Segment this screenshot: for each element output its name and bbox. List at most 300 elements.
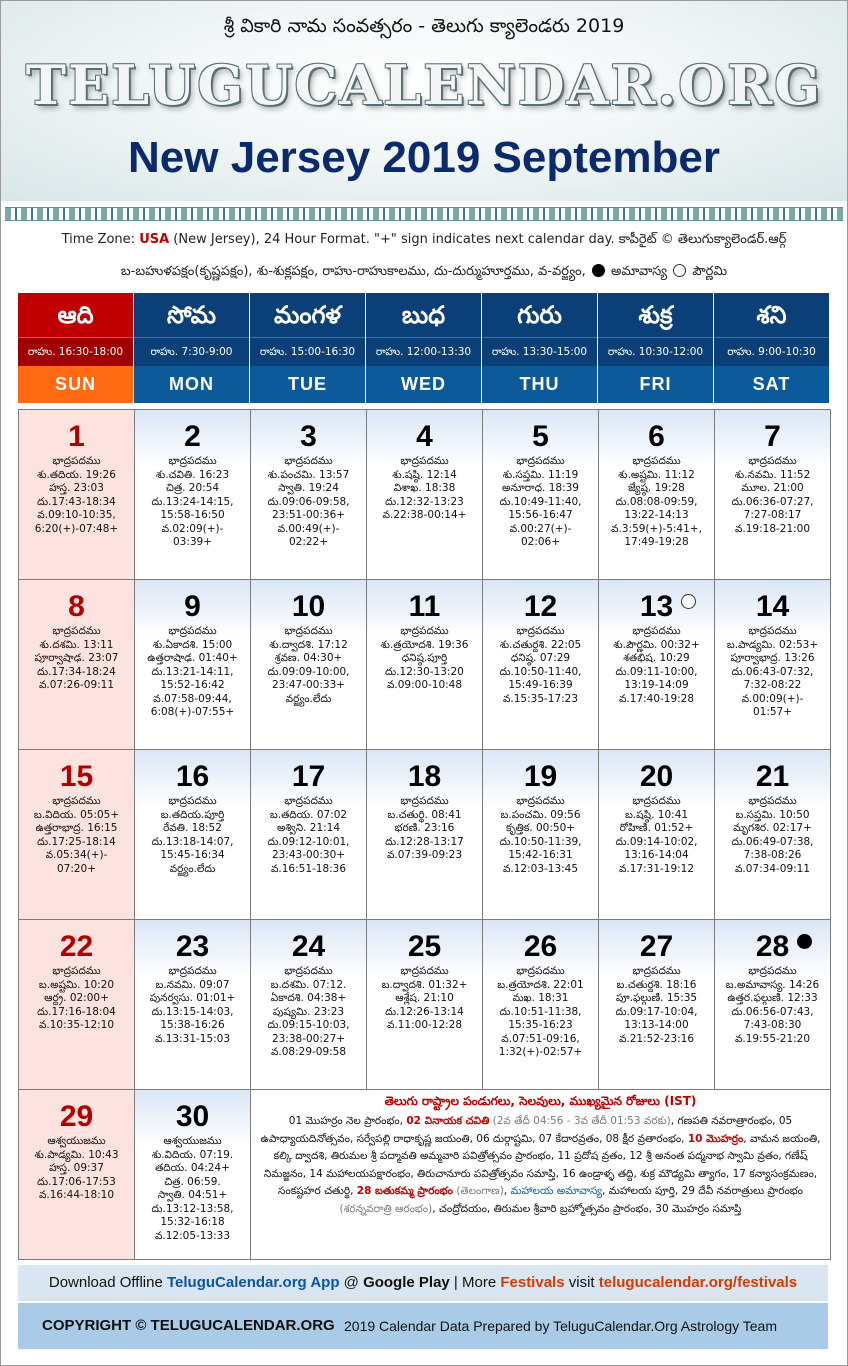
panchang-line: వ.17:31-19:12 xyxy=(618,862,695,875)
panchang-details xyxy=(135,965,250,1046)
panchang-line: దు.09:11-10:00, xyxy=(615,665,698,678)
panchang-line: చిత్ర. 06:59. xyxy=(164,1175,221,1188)
panchang-line: మఖ. 18:31 xyxy=(512,992,569,1004)
weekday-telugu: సోమ xyxy=(134,293,249,337)
panchang-line: దు.10:50-11:39, xyxy=(499,835,582,848)
legend-new-moon: అమావాస్య xyxy=(611,264,668,279)
panchang-line: 7:43-08:30 xyxy=(743,1019,802,1031)
weekday-tue xyxy=(250,293,365,402)
panchang-line: భాద్రపదము xyxy=(748,965,797,977)
weekday-rahu: రాహు. 16:30-18:00 xyxy=(18,337,133,366)
panchang-line: శు.తదియ. 19:26 xyxy=(37,468,116,481)
panchang-details xyxy=(367,625,482,693)
panchang-line: దు.09:09-10:00, xyxy=(267,665,350,678)
panchang-line: 23:38-00:27+ xyxy=(271,1032,346,1045)
panchang-details xyxy=(251,625,366,706)
panchang-line: దు.09:06-09:58, xyxy=(267,495,350,508)
panchang-line: వ.16:51-18:36 xyxy=(270,862,347,875)
panchang-details xyxy=(251,795,366,876)
weekday-english: SAT xyxy=(714,366,829,403)
festival-text: , వామన జయంతి, కల్కి ద్వాదశి, తిరుమల శ్రీ పద్మావతి అమ్మవారి పవిత్రోత్సవం ప్రారంభం, 11 ప్రదోష వ్రతం, 12 శ్రీ అనంత పద్మనాభ స్వామి వ్రతం, గణేష్ నిమజ్జనం, 14 మహాలయపక్షారంభం, తిరుచానూరు పవిత్రోత్సవం సమాప్తి, 16 ఉండ్రాళ్ళ తద్ది, శుక్ర మౌఢ్యమి త్యాగం, 17 కన్యాసంక్రమణం, సంకష్టహర చతుర్థి, xyxy=(263,1132,821,1197)
panchang-line: వ.22:38-00:14+ xyxy=(382,509,467,521)
panchang-line: కృత్తిక. 00:50+ xyxy=(505,822,576,834)
weekday-english: THU xyxy=(482,366,597,403)
panchang-line: భాద్రపదము xyxy=(168,455,217,467)
panchang-line: 15:56-16:47 xyxy=(508,509,573,521)
panchang-line: శు.ఏకాదశి. 15:00 xyxy=(152,638,233,651)
weekday-telugu: బుధ xyxy=(366,293,481,337)
panchang-details xyxy=(251,455,366,550)
panchang-details xyxy=(715,965,830,1046)
day-number: 3 xyxy=(300,420,317,453)
panchang-details xyxy=(367,965,482,1033)
panchang-line: వ.09:00-10:48 xyxy=(386,679,463,691)
weekday-header xyxy=(18,293,828,402)
panchang-line: ధనిష్ఠ. 07:29 xyxy=(510,652,571,664)
panchang-line: వ.11:00-12:28 xyxy=(386,1019,463,1031)
panchang-line: 15:45-16:34 xyxy=(160,849,225,861)
panchang-line: 15:42-16:31 xyxy=(508,849,573,861)
weekday-english: SUN xyxy=(18,366,133,403)
weekday-english: MON xyxy=(134,366,249,403)
panchang-line: దు.13:15-14:03, xyxy=(151,1005,234,1018)
day-cell[interactable] xyxy=(18,579,135,750)
panchang-line: శు.సప్తమి. 11:19 xyxy=(502,468,579,481)
weekday-telugu: శుక్ర xyxy=(598,293,713,337)
panchang-line: జ్యేష్ఠ. 19:28 xyxy=(628,482,685,494)
day-number: 29 xyxy=(59,1100,94,1133)
panchang-line: దు.10:49-11:40, xyxy=(499,495,582,508)
panchang-line: శతభిష. 10:29 xyxy=(623,652,690,664)
page-title: New Jersey 2019 September xyxy=(128,133,720,182)
panchang-line: దు.17:16-18:04 xyxy=(37,1005,116,1018)
panchang-line: 15:52-16:42 xyxy=(160,679,225,691)
weekday-telugu: శని xyxy=(714,293,829,337)
panchang-line: శ్రవణ. 04:30+ xyxy=(274,652,343,664)
panchang-line: వ.05:34(+)- xyxy=(45,849,108,861)
weekday-english: TUE xyxy=(250,366,365,403)
day-number: 2 xyxy=(184,420,201,453)
abbreviation-legend xyxy=(1,264,847,282)
panchang-line: భాద్రపదము xyxy=(632,455,681,467)
panchang-line: భాద్రపదము xyxy=(284,965,333,977)
panchang-line: శు.అష్టమి. 11:12 xyxy=(618,468,695,481)
panchang-line: బ.పాడ్యమి. 02:53+ xyxy=(726,638,819,651)
day-cell[interactable] xyxy=(250,579,367,750)
festival-list xyxy=(257,1113,824,1218)
panchang-details xyxy=(251,965,366,1060)
day-number: 9 xyxy=(184,590,201,623)
day-number: 7 xyxy=(764,420,781,453)
weekday-mon xyxy=(134,293,249,402)
day-number: 17 xyxy=(291,760,326,793)
panchang-details xyxy=(19,455,134,536)
panchang-details xyxy=(715,625,830,720)
panchang-line: భాద్రపదము xyxy=(284,455,333,467)
panchang-line: శు.త్రయోదశి. 19:36 xyxy=(380,638,469,651)
panchang-line: ఆశ్లేష. 21:10 xyxy=(395,992,454,1004)
panchang-line: పూర్వాషాఢ. 23:07 xyxy=(34,652,119,664)
panchang-line: స్వాతి. 19:24 xyxy=(278,482,339,494)
festival-highlight: 10 మొహర్రం xyxy=(687,1132,744,1145)
day-cell[interactable] xyxy=(18,749,135,920)
weekday-sat xyxy=(714,293,829,402)
panchang-line: బ.నవమి. 09:07 xyxy=(155,978,230,991)
day-number: 18 xyxy=(407,760,442,793)
panchang-line: వ.08:29-09:58 xyxy=(270,1046,347,1058)
panchang-line: వ.00:27(+)- xyxy=(509,522,572,535)
panchang-line: వ.07:58-09:44, xyxy=(153,692,232,705)
panchang-line: బ.అష్టమి. 10:20 xyxy=(38,978,115,991)
panchang-line: ఏకాదశి. 04:38+ xyxy=(270,992,347,1004)
panchang-line: శు.విదియ. 07:19. xyxy=(151,1148,234,1161)
panchang-line: దు.06:56-07:43, xyxy=(731,1005,814,1018)
panchang-line: దు.13:18-14:07, xyxy=(151,835,234,848)
panchang-line: విశాఖ. 18:38 xyxy=(393,482,456,494)
panchang-details xyxy=(19,965,134,1033)
day-number: 15 xyxy=(59,760,94,793)
panchang-line: రేవతి. 18:52 xyxy=(163,822,222,834)
panchang-line: భాద్రపదము xyxy=(400,455,449,467)
panchang-line: 07:20+ xyxy=(56,862,97,875)
day-number: 10 xyxy=(291,590,326,623)
panchang-line: 13:22-14:13 xyxy=(624,509,689,521)
panchang-line: వర్జ్యం.లేదు xyxy=(285,692,332,705)
day-cell[interactable] xyxy=(482,579,599,750)
panchang-line: వ.07:26-09:11 xyxy=(38,679,115,691)
panchang-details xyxy=(135,625,250,720)
day-number: 26 xyxy=(523,930,558,963)
weekday-rahu: రాహు. 7:30-9:00 xyxy=(134,337,249,366)
legend-full-moon: పౌర్ణమి xyxy=(692,264,728,279)
panchang-line: చిత్ర. 20:54 xyxy=(165,482,220,494)
festival-note: (2వ తేదీ 04:56 - 3వ తేదీ 01:53 వరకు) xyxy=(489,1115,671,1127)
panchang-line: 23:47-00:33+ xyxy=(271,679,346,691)
copyright-text: COPYRIGHT © TELUGUCALENDAR.ORG xyxy=(42,1317,335,1334)
panchang-line: భాద్రపదము xyxy=(516,625,565,637)
day-cell[interactable] xyxy=(18,1089,135,1260)
panchang-line: వ.17:40-19:28 xyxy=(618,692,695,705)
panchang-line: భాద్రపదము xyxy=(284,795,333,807)
download-text: Download Offline xyxy=(48,1274,167,1291)
day-number: 27 xyxy=(639,930,674,963)
day-cell[interactable] xyxy=(250,919,367,1090)
panchang-line: ఆర్ద్ర. 02:00+ xyxy=(44,992,109,1004)
day-number: 13 xyxy=(639,590,674,623)
panchang-line: మృగశిర. 02:17+ xyxy=(733,822,812,834)
panchang-line: దు.12:26-13:14 xyxy=(385,1005,464,1018)
weekday-rahu: రాహు. 15:00-16:30 xyxy=(250,337,365,366)
day-cell[interactable] xyxy=(714,919,831,1090)
panchang-line: దు.10:50-11:40, xyxy=(499,665,582,678)
panchang-details xyxy=(599,625,714,706)
day-number: 23 xyxy=(175,930,210,963)
panchang-line: దు.13:24-14:15, xyxy=(151,495,234,508)
legend-text: బ-బహుళపక్షం(కృష్ణపక్షం), శు-శుక్లపక్షం, రాహు-రాహుకాలము, దు-దుర్ముహూర్తము, వ-వర్జ్యం, xyxy=(120,264,586,279)
day-cell[interactable] xyxy=(134,919,251,1090)
panchang-line: పూ.ఫల్గుణి. 15:35 xyxy=(615,992,698,1004)
panchang-line: 7:32-08:22 xyxy=(743,679,802,691)
panchang-line: భాద్రపదము xyxy=(284,625,333,637)
panchang-line: బ.సప్తమి. 10:50 xyxy=(735,808,810,821)
panchang-line: భాద్రపదము xyxy=(748,795,797,807)
day-number: 4 xyxy=(416,420,433,453)
panchang-line: వ.19:18-21:00 xyxy=(734,522,811,535)
day-number: 14 xyxy=(755,590,790,623)
header-banner xyxy=(1,1,847,201)
panchang-line: 13:19-14:09 xyxy=(624,679,689,691)
panchang-line: వ.13:31-15:03 xyxy=(154,1032,231,1045)
panchang-line: బ.ద్వాదశి. 01:32+ xyxy=(381,978,468,991)
festival-text: , చంద్రోదయం, తిరుమల శ్రీవారి బ్రహ్మోత్సవం ప్రారంభం, 30 మొహర్రం సమాప్తి xyxy=(432,1202,742,1215)
download-banner xyxy=(18,1265,828,1301)
google-play-link[interactable]: Google Play xyxy=(363,1274,450,1291)
panchang-details xyxy=(483,795,598,876)
weekday-rahu: రాహు. 9:00-10:30 xyxy=(714,337,829,366)
panchang-line: భాద్రపదము xyxy=(52,455,101,467)
panchang-line: వర్జ్యం.లేదు xyxy=(169,862,216,875)
panchang-line: 02:22+ xyxy=(288,536,329,548)
panchang-line: దు.13:21-14:11, xyxy=(151,665,234,678)
panchang-line: శు.నవమి. 11:52 xyxy=(734,468,811,481)
panchang-line: ధనిష్ఠ.పూర్తి xyxy=(401,652,448,664)
day-cell[interactable] xyxy=(366,749,483,920)
day-cell[interactable] xyxy=(134,579,251,750)
panchang-line: 17:49-19:28 xyxy=(624,536,689,548)
day-number: 8 xyxy=(68,590,85,623)
panchang-line: బ.అమావాస్య. 14:26 xyxy=(725,978,820,991)
festival-text: , గణపతి నవరాత్రారంభం, 05 ఉపాధ్యాయదినోత్సవం, సర్వేపల్లి రాధాకృష్ణ జయంతి, 06 దుర్గాష్టమి, 07 కేదారవ్రతం, 08 క్షీర వ్రతారంభం, xyxy=(260,1115,793,1145)
weekday-telugu: మంగళ xyxy=(250,293,365,337)
panchang-line: శు.పంచమి. 13:57 xyxy=(267,468,350,481)
panchang-line: బ.షష్ఠి. 10:41 xyxy=(624,808,689,821)
day-cell[interactable] xyxy=(134,409,251,580)
panchang-details xyxy=(19,625,134,693)
weekday-telugu: గురు xyxy=(482,293,597,337)
festival-highlight: మహాలయ అమావాస్య xyxy=(510,1185,603,1197)
panchang-line: పుష్యమి. 23:23 xyxy=(272,1005,345,1018)
panchang-line: భాద్రపదము xyxy=(516,795,565,807)
day-cell[interactable] xyxy=(714,579,831,750)
panchang-line: బ.దశమి. 07:12. xyxy=(270,978,347,991)
panchang-line: వ.00:49(+)- xyxy=(277,522,340,535)
tz-country: USA xyxy=(139,232,170,247)
panchang-details xyxy=(19,795,134,876)
panchang-line: వ.21:52-23:16 xyxy=(618,1032,695,1045)
day-number: 11 xyxy=(408,590,441,623)
panchang-line: భరణి. 23:16 xyxy=(394,822,455,834)
panchang-line: 13:16-14:04 xyxy=(624,849,689,861)
panchang-line: బ.త్రయోదశి. 22:01 xyxy=(497,978,584,991)
panchang-line: వ.15:35-17:23 xyxy=(502,692,579,705)
day-cell[interactable] xyxy=(366,919,483,1090)
day-cell[interactable] xyxy=(482,919,599,1090)
panchang-line: రోహిణి. 01:52+ xyxy=(619,822,694,834)
panchang-line: హస్త. 09:37 xyxy=(49,1162,104,1174)
panchang-line: బ.పంచమి. 09:56 xyxy=(500,808,581,821)
panchang-details xyxy=(135,455,250,550)
festival-panel xyxy=(250,1089,831,1260)
day-number: 20 xyxy=(639,760,674,793)
panchang-details xyxy=(483,625,598,706)
panchang-line: ఉత్తరాభాద్ర. 16:15 xyxy=(35,822,118,834)
panchang-line: భాద్రపదము xyxy=(632,795,681,807)
panchang-details xyxy=(483,965,598,1060)
panchang-details xyxy=(599,795,714,876)
panchang-line: పునర్వసు. 01:01+ xyxy=(149,992,236,1004)
panchang-line: మూల. 21:00 xyxy=(741,482,804,494)
panchang-line: 7:38-08:26 xyxy=(743,849,802,861)
panchang-line: వ.02:09(+)- xyxy=(161,522,224,535)
panchang-line: హస్త. 23:03 xyxy=(49,482,104,494)
festival-highlight: 28 బతుకమ్మ ప్రారంభం xyxy=(356,1185,453,1197)
day-cell[interactable] xyxy=(366,579,483,750)
panchang-line: వ.10:35-12:10 xyxy=(38,1019,115,1031)
panchang-line: వ.07:34-09:11 xyxy=(734,862,811,875)
day-number: 19 xyxy=(523,760,558,793)
panchang-line: దు.06:49-07:38, xyxy=(731,835,814,848)
weekday-english: FRI xyxy=(598,366,713,403)
panchang-line: భాద్రపదము xyxy=(632,965,681,977)
panchang-line: 6:08(+)-07:55+ xyxy=(150,706,235,718)
day-number: 16 xyxy=(175,760,210,793)
panchang-line: 15:49-16:39 xyxy=(508,679,573,691)
day-cell[interactable] xyxy=(714,749,831,920)
panchang-line: తదియ. 04:24+ xyxy=(155,1162,230,1174)
panchang-line: 23:51-00:36+ xyxy=(271,509,346,521)
panchang-line: వ.16:44-18:10 xyxy=(38,1189,115,1201)
panchang-line: వ.09:10-10:35, xyxy=(37,509,116,521)
day-cell[interactable] xyxy=(18,409,135,580)
panchang-line: 13:13-14:00 xyxy=(624,1019,689,1031)
panchang-line: దు.09:17-10:04, xyxy=(615,1005,698,1018)
panchang-details xyxy=(135,795,250,876)
weekday-thu xyxy=(482,293,597,402)
festival-note: (శరన్నవరాత్రి ఆరంభం) xyxy=(339,1202,433,1215)
day-cell[interactable] xyxy=(598,409,715,580)
prepared-by-text: 2019 Calendar Data Prepared by TeluguCalendar.Org Astrology Team xyxy=(344,1318,777,1334)
panchang-line: వ.07:39-09:23 xyxy=(386,849,463,861)
panchang-line: 15:32-16:18 xyxy=(160,1216,225,1228)
panchang-line: బ.విదియ. 05:05+ xyxy=(33,808,120,821)
panchang-line: దు.10:51-11:38, xyxy=(499,1005,582,1018)
panchang-line: వ.00:09(+)- xyxy=(741,692,804,705)
samvatsaram-title: శ్రీ వికారి నామ సంవత్సరం - తెలుగు క్యాలెండరు 2019 xyxy=(223,15,625,37)
app-link[interactable]: TeluguCalendar.org App xyxy=(166,1274,340,1291)
panchang-line: ఆశ్వయుజము xyxy=(47,1135,106,1147)
day-cell[interactable] xyxy=(134,749,251,920)
panchang-details xyxy=(483,455,598,550)
festival-text: 01 మొహర్రం నెల ప్రారంభం, xyxy=(288,1115,407,1127)
festivals-link[interactable]: Festivals xyxy=(500,1274,565,1291)
copyright-bar xyxy=(18,1303,828,1349)
panchang-details xyxy=(19,1135,134,1203)
weekday-sun xyxy=(18,293,133,402)
day-number: 30 xyxy=(175,1100,210,1133)
panchang-line: దు.09:12-10:01, xyxy=(267,835,350,848)
panchang-line: దు.17:43-18:34 xyxy=(37,495,116,508)
weekday-english: WED xyxy=(366,366,481,403)
festival-text: , xyxy=(503,1185,511,1197)
new-moon-icon xyxy=(797,934,812,949)
panchang-details xyxy=(715,795,830,876)
day-cell[interactable] xyxy=(250,749,367,920)
new-moon-icon xyxy=(592,264,605,277)
day-cell[interactable] xyxy=(134,1089,251,1260)
tz-prefix: Time Zone: xyxy=(61,232,140,247)
festivals-url-link[interactable]: telugucalendar.org/festivals xyxy=(598,1274,798,1291)
weekday-rahu: రాహు. 13:30-15:00 xyxy=(482,337,597,366)
panchang-line: శు.పాడ్యమి. 10:43 xyxy=(34,1148,119,1161)
day-number: 22 xyxy=(59,930,94,963)
panchang-line: 23:43-00:30+ xyxy=(271,849,346,861)
panchang-line: బ.చతుర్దశి. 18:16 xyxy=(616,978,697,991)
panchang-details xyxy=(135,1135,250,1243)
panchang-line: వ.07:51-09:16, xyxy=(501,1032,580,1045)
panchang-line: దు.17:06-17:53 xyxy=(37,1175,116,1188)
site-logo[interactable]: TELUGUCALENDAR.ORG xyxy=(25,53,823,117)
panchang-line: శు.చవితి. 16:23 xyxy=(155,468,230,481)
panchang-line: 15:38-16:26 xyxy=(160,1019,225,1031)
panchang-line: శు.దశమి. 13:11 xyxy=(39,638,114,651)
panchang-line: 15:35-16:23 xyxy=(508,1019,573,1031)
day-cell[interactable] xyxy=(482,409,599,580)
panchang-line: 02:06+ xyxy=(520,536,561,548)
full-moon-icon xyxy=(681,594,696,609)
panchang-line: ఆశ్వయుజము xyxy=(163,1135,222,1147)
decorative-border xyxy=(5,207,843,221)
day-cell[interactable] xyxy=(482,749,599,920)
day-cell[interactable] xyxy=(366,409,483,580)
panchang-line: అశ్విని. 21:14 xyxy=(276,822,341,834)
day-cell[interactable] xyxy=(18,919,135,1090)
panchang-line: వ.19:55-21:20 xyxy=(734,1032,811,1045)
panchang-details xyxy=(599,965,714,1046)
day-number: 6 xyxy=(648,420,665,453)
panchang-line: పూర్వాభాద్ర. 13:26 xyxy=(730,652,815,664)
panchang-line: దు.17:34-18:24 xyxy=(37,665,116,678)
panchang-line: వ.12:03-13:45 xyxy=(502,862,579,875)
timezone-note xyxy=(1,232,847,250)
panchang-line: బ.తదియ.పూర్తి xyxy=(160,808,225,821)
day-cell[interactable] xyxy=(250,409,367,580)
day-cell[interactable] xyxy=(598,919,715,1090)
panchang-line: ఉత్తరాషాఢ. 01:40+ xyxy=(147,652,238,664)
day-number: 1 xyxy=(68,420,85,453)
day-number: 5 xyxy=(532,420,549,453)
panchang-line: దు.12:30-13:20 xyxy=(385,665,464,678)
panchang-line: భాద్రపదము xyxy=(516,455,565,467)
panchang-line: 03:39+ xyxy=(172,536,213,548)
panchang-line: శు.ద్వాదశి. 17:12 xyxy=(269,638,348,651)
day-cell[interactable] xyxy=(598,749,715,920)
festival-text: , మహాలయ పూర్తి, 29 దేవీ నవరాత్రులు ప్రారంభం xyxy=(602,1185,803,1197)
panchang-line: 1:32(+)-02:57+ xyxy=(498,1046,583,1058)
panchang-line: స్వాతి. 04:51+ xyxy=(157,1189,228,1201)
festival-title: తెలుగు రాష్ట్రాల పండుగలు, సెలవులు, ముఖ్యమైన రోజులు (IST) xyxy=(384,1094,697,1108)
panchang-line: భాద్రపదము xyxy=(52,625,101,637)
download-text: visit xyxy=(564,1274,599,1291)
panchang-line: 7:27-08:17 xyxy=(743,509,802,521)
panchang-line: భాద్రపదము xyxy=(748,625,797,637)
panchang-line: భాద్రపదము xyxy=(52,795,101,807)
panchang-details xyxy=(715,455,830,536)
panchang-details xyxy=(367,455,482,523)
panchang-line: దు.12:28-13:17 xyxy=(385,835,464,848)
panchang-line: భాద్రపదము xyxy=(168,965,217,977)
day-cell[interactable] xyxy=(598,579,715,750)
day-cell[interactable] xyxy=(714,409,831,580)
